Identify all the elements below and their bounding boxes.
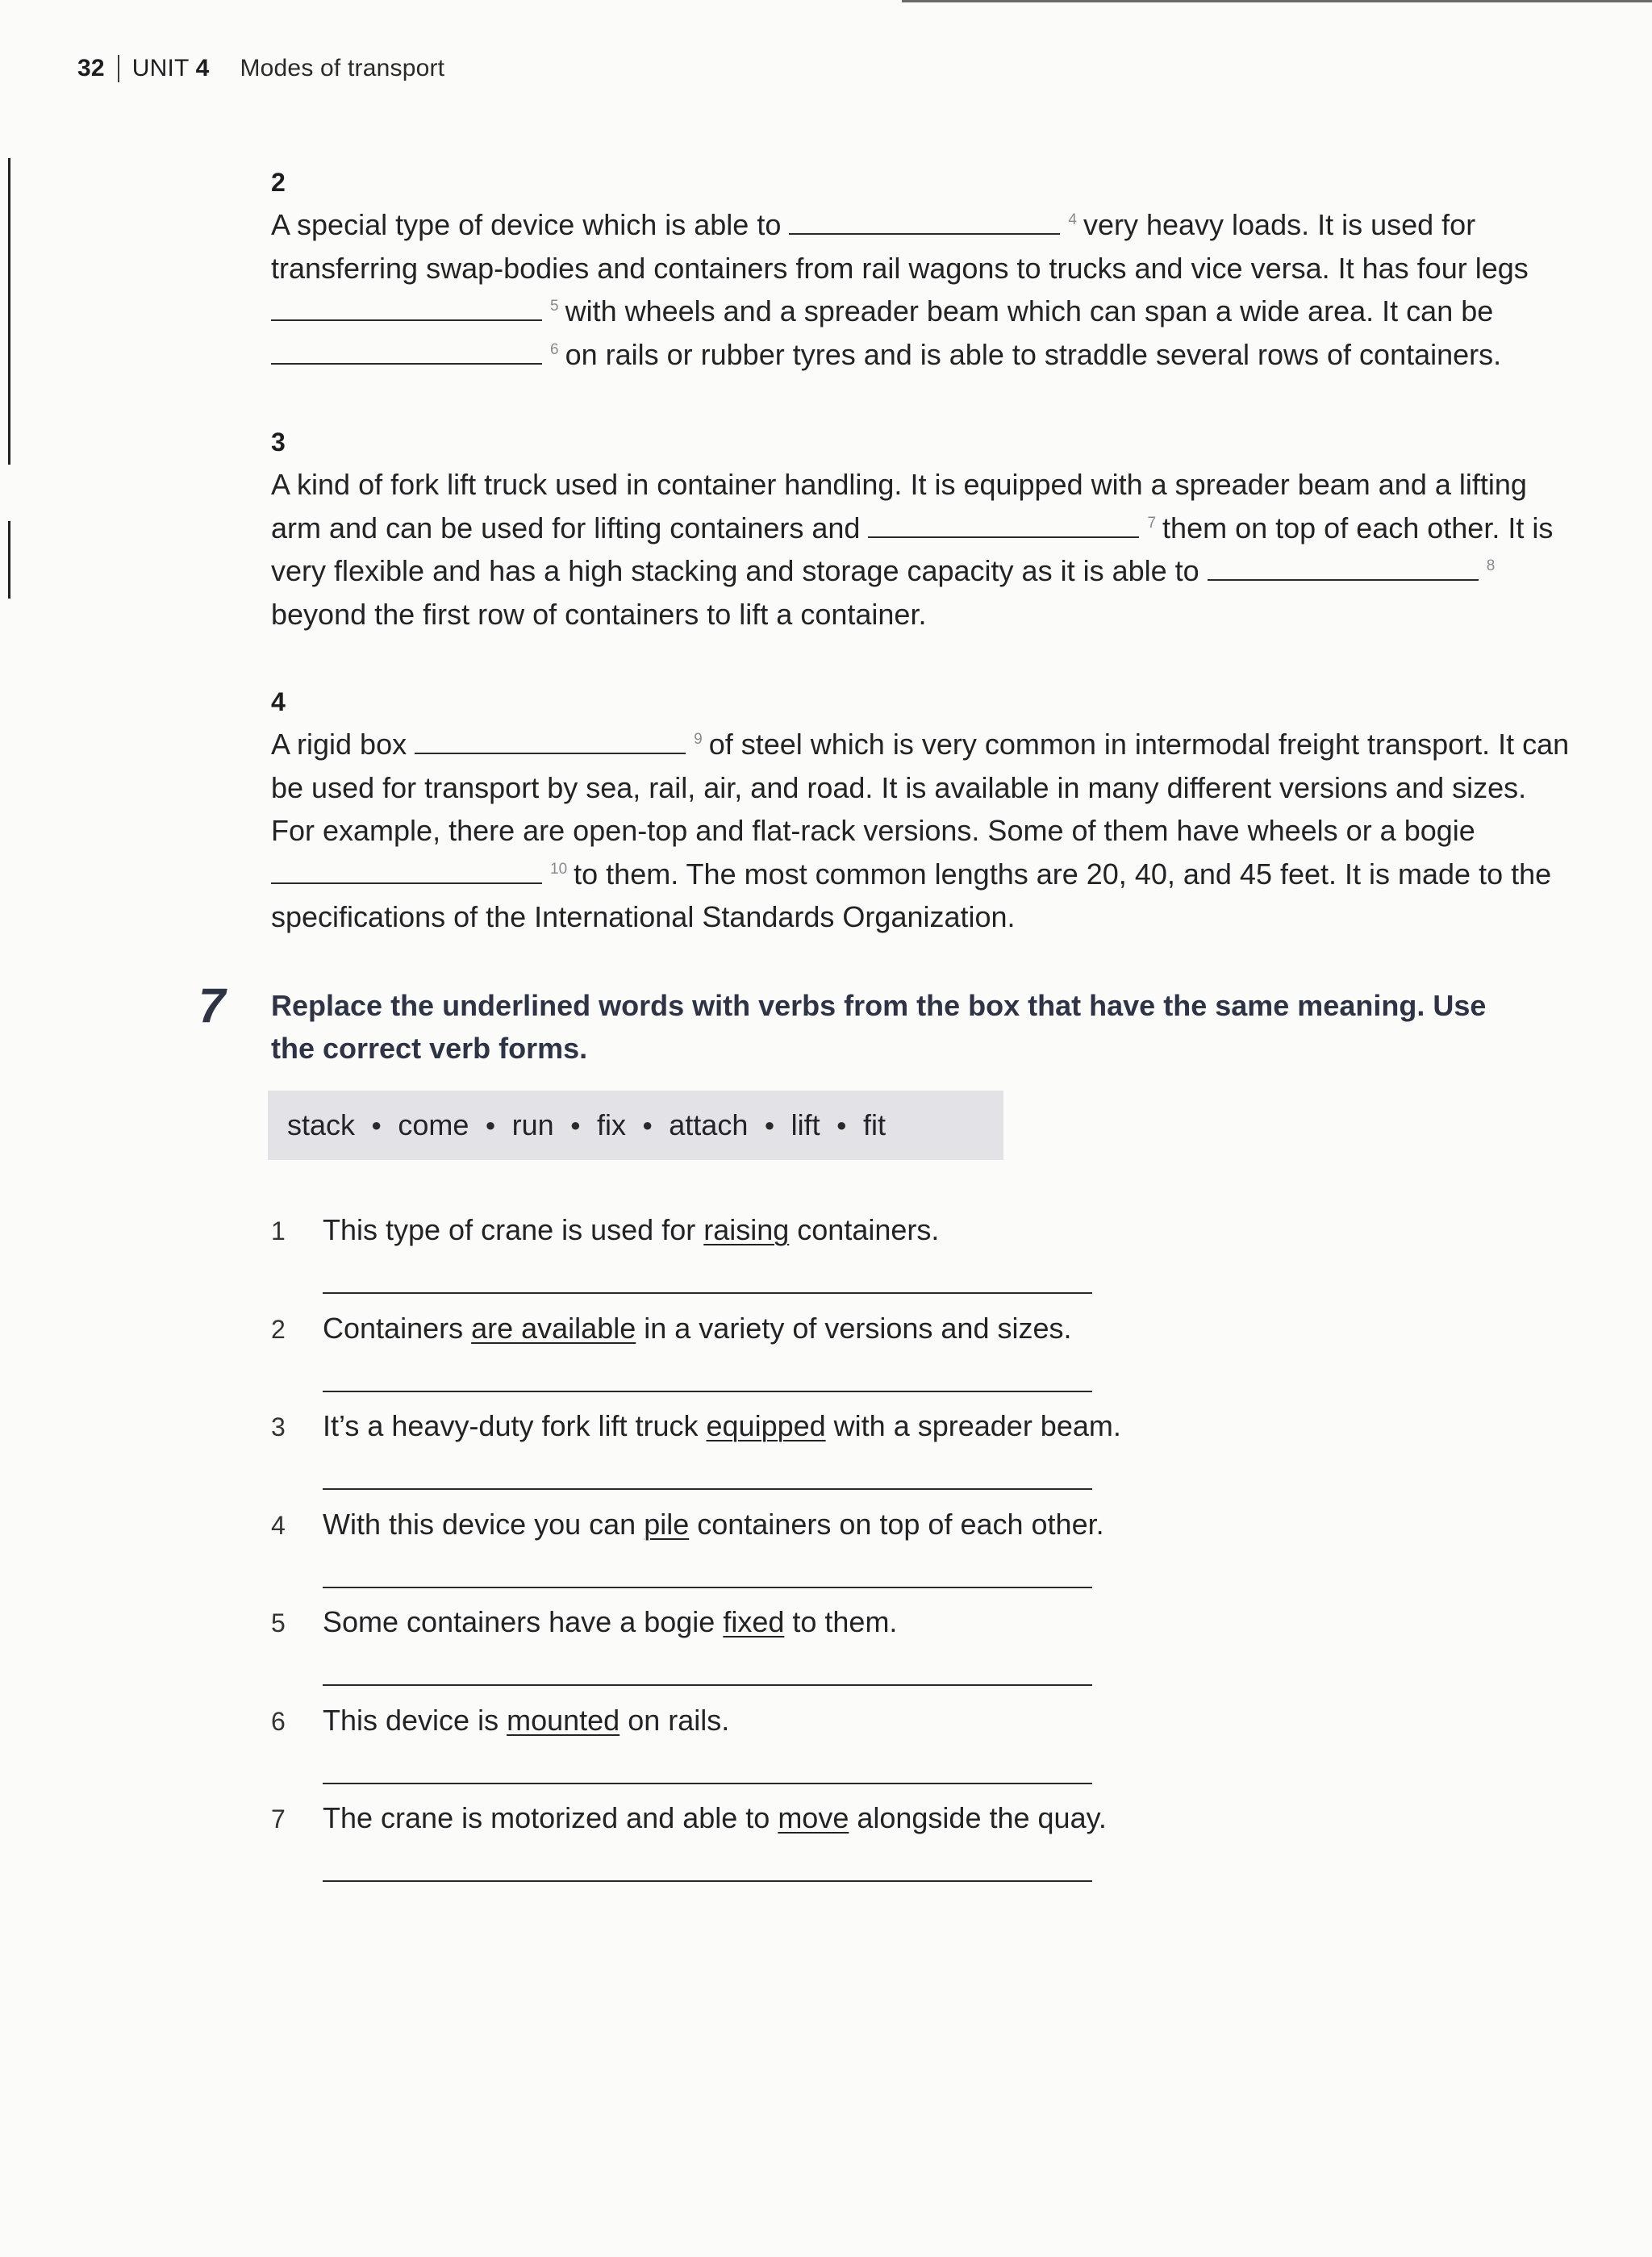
- exercise-item: [271, 1210, 1239, 1308]
- unit-label: UNIT: [131, 55, 190, 81]
- definition-text: with wheels and a spreader beam which can span a wide area. It can be: [565, 294, 1494, 327]
- item-sentence: It’s a heavy-duty fork lift truck equipped with a spreader beam.: [323, 1409, 1121, 1442]
- unit-number: 4: [195, 55, 210, 81]
- item-sentence: This type of crane is used for raising containers.: [323, 1213, 940, 1246]
- gap-blank[interactable]: [1208, 552, 1479, 581]
- answer-line[interactable]: [323, 1783, 1092, 1784]
- bullet-icon: ●: [569, 1115, 581, 1135]
- exercise-item: [271, 1406, 1239, 1504]
- exercise-item: [271, 1308, 1239, 1407]
- definition-text: of steel which is very common in intermodal freight transport. It can be used for transport by sea, rail, air, and road. It is available in many different versions and sizes. For example, there are open-top and flat-rack versions. Some of them have wheels or a bogie: [271, 728, 1570, 847]
- page-header: [77, 55, 444, 82]
- item-number: 7: [271, 1804, 286, 1834]
- gap-blank[interactable]: [789, 206, 1060, 235]
- definition-number: 4: [271, 687, 286, 716]
- definition-text: beyond the first row of containers to lift a container.: [271, 597, 927, 631]
- gap-number: 8: [1486, 557, 1496, 574]
- box-word: fit: [862, 1108, 886, 1141]
- answer-line[interactable]: [323, 1684, 1092, 1686]
- gap-number: 9: [694, 731, 703, 748]
- bullet-icon: ●: [764, 1115, 775, 1135]
- exercise-item: [271, 1504, 1239, 1603]
- gap-number: 4: [1068, 211, 1077, 228]
- definition-text: A rigid box: [271, 728, 407, 761]
- box-word: run: [511, 1108, 554, 1141]
- gap-blank[interactable]: [271, 292, 542, 321]
- exercise-item: [271, 1700, 1239, 1799]
- definition-number: 2: [271, 168, 286, 197]
- definition-text: A kind of fork lift truck used in container handling. It is equipped with a spreader beam and a lifting arm and can be used for lifting containers and: [271, 468, 1527, 544]
- item-number: 6: [271, 1706, 286, 1736]
- definition-text: A special type of device which is able to: [271, 208, 782, 241]
- underlined-word: equipped: [706, 1409, 826, 1442]
- item-number: 5: [271, 1608, 286, 1637]
- definition-text: very heavy loads. It is used for transferring swap-bodies and containers from rail wagons to trucks and vice versa. It has four legs: [271, 208, 1529, 285]
- item-sentence: This device is mounted on rails.: [323, 1703, 730, 1737]
- exercise-instruction: Replace the underlined words with verbs from the box that have the same meaning. Use the correct verb forms.: [271, 989, 1487, 1065]
- page-number: 32: [77, 55, 105, 81]
- answer-line[interactable]: [323, 1587, 1092, 1588]
- margin-mark: [8, 158, 10, 465]
- box-word: come: [398, 1108, 469, 1141]
- answer-line[interactable]: [323, 1292, 1092, 1294]
- gap-blank[interactable]: [271, 855, 542, 884]
- box-word: attach: [669, 1108, 749, 1141]
- box-word: lift: [791, 1108, 820, 1141]
- answer-line[interactable]: [323, 1391, 1092, 1392]
- underlined-word: mounted: [507, 1703, 620, 1737]
- gap-blank[interactable]: [271, 336, 542, 365]
- header-divider: [118, 55, 119, 82]
- item-number: 3: [271, 1412, 286, 1441]
- gap-number: 10: [550, 860, 568, 878]
- item-number: 2: [271, 1314, 286, 1344]
- item-sentence: Some containers have a bogie fixed to them.: [323, 1605, 898, 1638]
- definition-2: [271, 166, 1570, 376]
- gap-number: 6: [550, 340, 559, 358]
- gap-blank[interactable]: [868, 509, 1139, 538]
- word-box: [268, 1091, 1003, 1160]
- gap-number: 7: [1147, 514, 1157, 532]
- gap-number: 5: [550, 298, 559, 315]
- definition-text: to them. The most common lengths are 20, 40, and 45 feet. It is made to the specifications of the International Standards Organization.: [271, 857, 1552, 933]
- definition-text: them on top of each other. It is very flexible and has a high stacking and storage capacity as it is able to: [271, 511, 1554, 587]
- underlined-word: pile: [644, 1507, 690, 1541]
- underlined-word: raising: [703, 1213, 790, 1246]
- definition-4: [271, 686, 1570, 939]
- item-sentence: With this device you can pile containers on top of each other.: [323, 1507, 1104, 1541]
- exercise-item: [271, 1798, 1239, 1896]
- underlined-word: are available: [471, 1311, 636, 1345]
- item-number: 1: [271, 1216, 286, 1245]
- exercise-items: [271, 1210, 1239, 1896]
- item-sentence: The crane is motorized and able to move alongside the quay.: [323, 1801, 1107, 1834]
- definition-3: [271, 426, 1570, 636]
- box-word: fix: [596, 1108, 626, 1141]
- bullet-icon: ●: [371, 1115, 382, 1135]
- box-word: stack: [287, 1108, 356, 1141]
- margin-mark: [8, 521, 10, 599]
- exercise-item: [271, 1602, 1239, 1700]
- underlined-word: move: [778, 1801, 849, 1834]
- bullet-icon: ●: [485, 1115, 496, 1135]
- bullet-icon: ●: [836, 1115, 847, 1135]
- answer-line[interactable]: [323, 1488, 1092, 1490]
- gap-blank[interactable]: [415, 725, 686, 754]
- top-edge-line: [902, 0, 1652, 2]
- unit-topic: Modes of transport: [240, 55, 445, 81]
- exercise-number: 7: [198, 978, 226, 1033]
- item-number: 4: [271, 1510, 286, 1540]
- bullet-icon: ●: [641, 1115, 653, 1135]
- definition-text: on rails or rubber tyres and is able to straddle several rows of containers.: [565, 337, 1502, 371]
- answer-line[interactable]: [323, 1880, 1092, 1882]
- definition-number: 3: [271, 428, 286, 457]
- underlined-word: fixed: [723, 1605, 785, 1638]
- item-sentence: Containers are available in a variety of versions and sizes.: [323, 1311, 1072, 1345]
